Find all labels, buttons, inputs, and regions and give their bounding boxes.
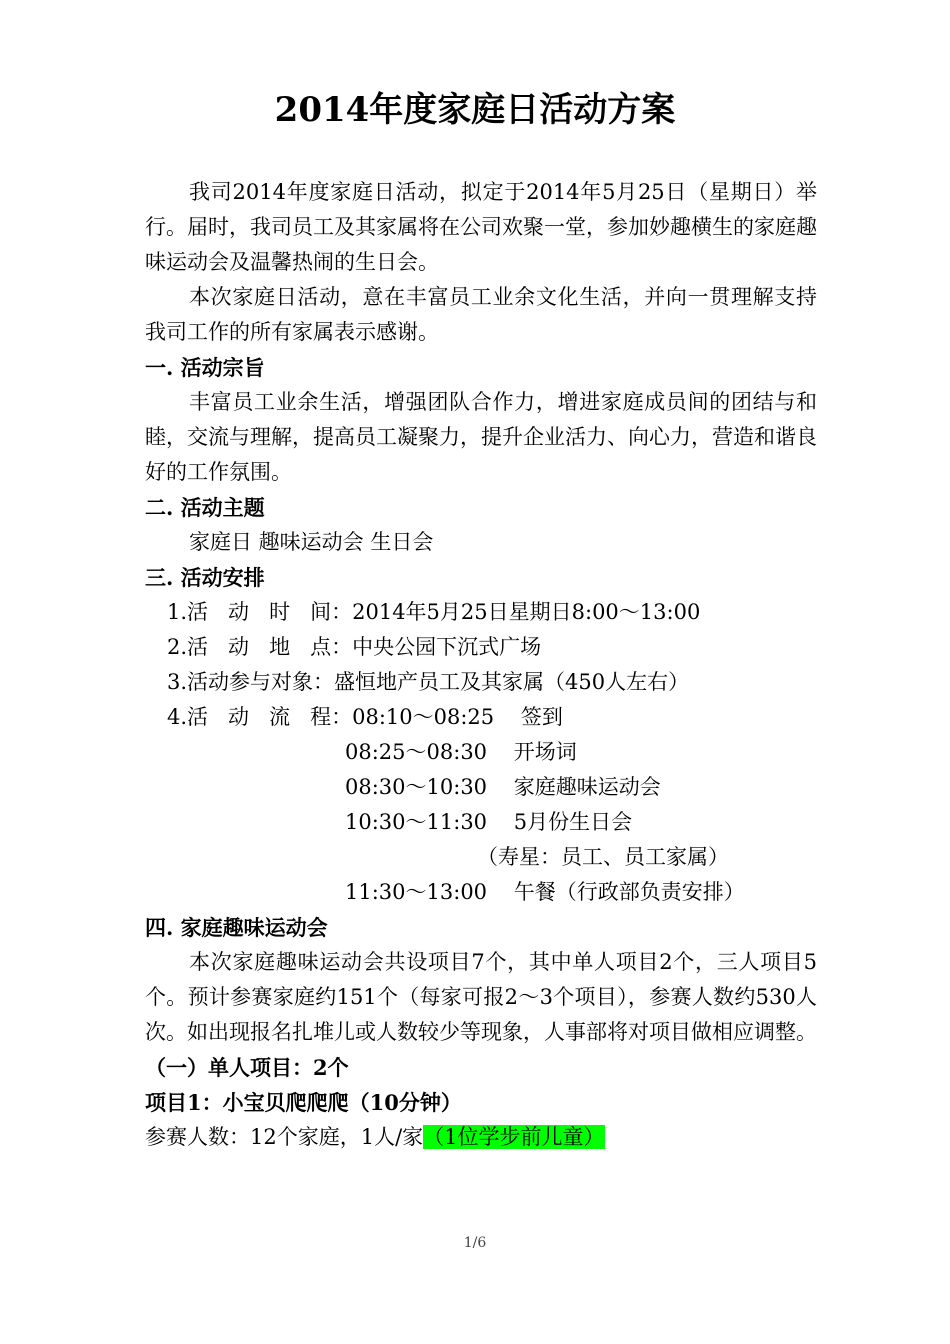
- document-body: [145, 175, 817, 1155]
- section1-heading: 一. 活动宗旨: [145, 355, 265, 380]
- section3-heading: 三. 活动安排: [145, 565, 265, 590]
- flow-line: 11:30～13:00 午餐（行政部负责安排）: [345, 880, 745, 904]
- section1-text: 丰富员工业余生活，增强团队合作力，增进家庭成员间的团结与和睦，交流与理解，提高员工凝聚力，提升企业活力、向心力，营造和谐良好的工作氛围。: [145, 390, 817, 484]
- section4-heading: 四. 家庭趣味运动会: [145, 915, 328, 940]
- schedule-flow-first: 4.活 动 流 程：08:10～08:25 签到: [167, 705, 563, 729]
- flow-line: 08:30～10:30 家庭趣味运动会: [345, 775, 661, 799]
- document-title: 2014年度家庭日活动方案: [274, 90, 676, 130]
- schedule-time: 1.活 动 时 间：2014年5月25日星期日8:00～13:00: [167, 600, 701, 624]
- project1-heading: 项目1：小宝贝爬爬爬（10分钟）: [145, 1090, 462, 1115]
- schedule-participants: 3.活动参与对象：盛恒地产员工及其家属（450人左右）: [167, 670, 690, 694]
- page-number: 1/6: [463, 1235, 487, 1251]
- flow-note: （寿星：员工、员工家属）: [477, 845, 729, 869]
- schedule-place: 2.活 动 地 点：中央公园下沉式广场: [167, 635, 542, 659]
- project1-participants-line: [145, 1120, 817, 1155]
- intro-paragraph-2: 本次家庭日活动，意在丰富员工业余文化生活，并向一贯理解支持我司工作的所有家属表示感谢。: [145, 285, 817, 344]
- flow-line: 10:30～11:30 5月份生日会: [345, 810, 633, 834]
- flow-line: 08:25～08:30 开场词: [345, 740, 577, 764]
- single-projects-heading: （一）单人项目：2个: [145, 1055, 349, 1080]
- highlighted-note: （1位学步前儿童）: [423, 1125, 605, 1149]
- intro-paragraph-1: 我司2014年度家庭日活动，拟定于2014年5月25日（星期日）举行。届时，我司员工及其家属将在公司欢聚一堂，参加妙趣横生的家庭趣味运动会及温馨热闹的生日会。: [145, 180, 817, 274]
- section2-heading: 二. 活动主题: [145, 495, 265, 520]
- section2-text: 家庭日 趣味运动会 生日会: [189, 530, 434, 554]
- project1-participants: 参赛人数：12个家庭，1人/家: [145, 1125, 424, 1149]
- section4-text: 本次家庭趣味运动会共设项目7个，其中单人项目2个，三人项目5个。预计参赛家庭约151个（每家可报2～3个项目），参赛人数约530人次。如出现报名扎堆儿或人数较少等现象，人事部将对项目做相应调整。: [145, 950, 817, 1044]
